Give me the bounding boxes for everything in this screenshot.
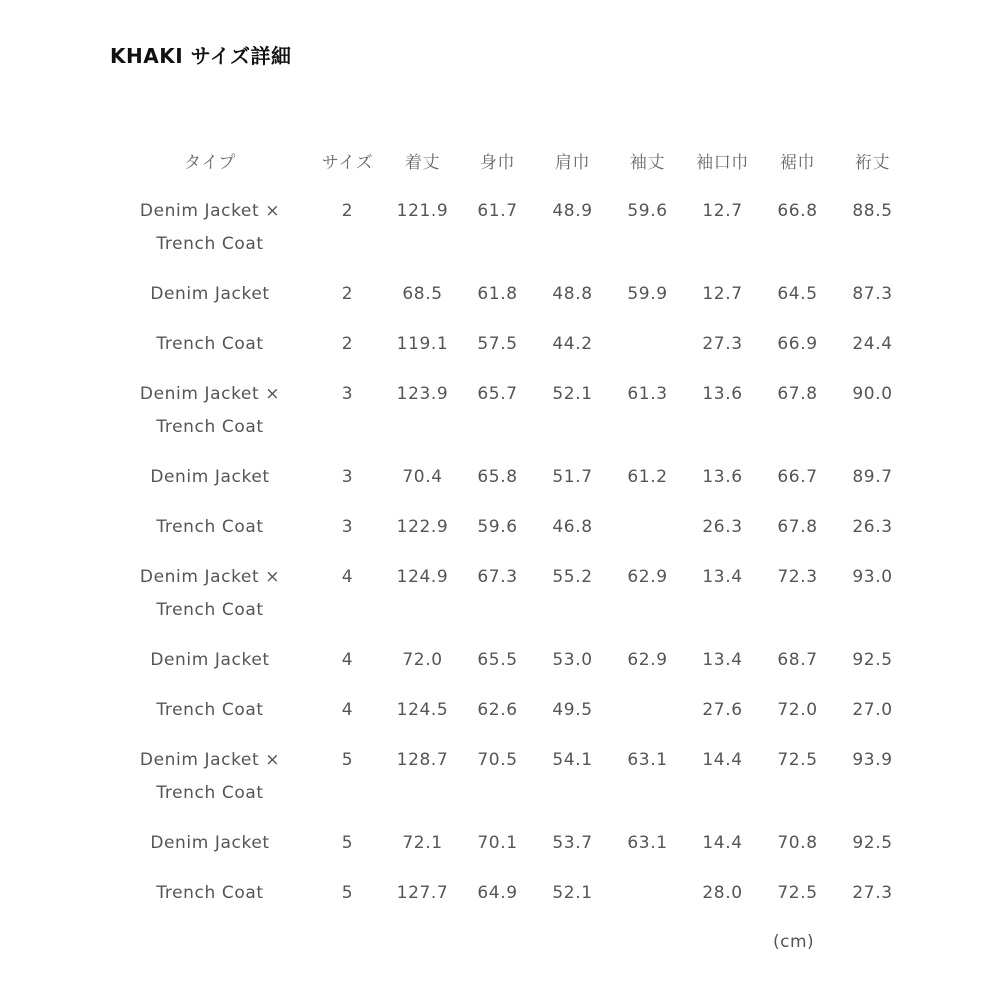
header-mihaba: 身巾 [479,152,516,173]
mihaba-cell: 61.8 [477,284,518,304]
katahaba-cell: 49.5 [552,700,593,720]
type-cell [110,867,310,917]
sodetake-cell: 61.3 [627,384,668,404]
size-cell: 5 [341,883,354,903]
sodetake-cell: 61.2 [627,467,668,487]
type-cell [110,501,310,551]
size-table [110,135,910,917]
table-header-row [110,135,910,185]
katahaba-cell: 48.8 [552,284,593,304]
type-line: Denim Jacket × [139,384,281,404]
mihaba-cell: 64.9 [477,883,518,903]
susohaba-cell: 67.8 [777,517,818,537]
table-row [110,551,910,634]
size-cell: 3 [341,384,354,404]
size-cell: 2 [341,201,354,221]
type-line: Denim Jacket [150,284,270,304]
susohaba-cell: 72.3 [777,567,818,587]
sodeguchi-cell: 13.4 [702,567,743,587]
mihaba-cell: 59.6 [477,517,518,537]
katahaba-cell: 53.0 [552,650,593,670]
kitake-cell: 124.9 [396,567,449,587]
type-line: Trench Coat [156,883,264,903]
susohaba-cell: 68.7 [777,650,818,670]
sodetake-cell [610,867,685,917]
katahaba-cell: 55.2 [552,567,593,587]
table-row [110,318,910,368]
sodetake-cell: 63.1 [627,833,668,853]
yukitake-cell: 24.4 [852,334,893,354]
header-type: タイプ [184,152,236,173]
size-cell: 4 [341,567,354,587]
yukitake-cell: 92.5 [852,650,893,670]
table-row [110,734,910,817]
header-kitake: 着丈 [404,152,441,173]
susohaba-cell: 64.5 [777,284,818,304]
size-cell: 4 [341,650,354,670]
kitake-cell: 68.5 [402,284,443,304]
sodetake-cell [610,501,685,551]
katahaba-cell: 52.1 [552,384,593,404]
type-cell [110,368,310,451]
header-sodetake: 袖丈 [629,152,666,173]
katahaba-cell: 51.7 [552,467,593,487]
table-row [110,501,910,551]
type-cell [110,318,310,368]
susohaba-cell: 66.9 [777,334,818,354]
kitake-cell: 121.9 [396,201,449,221]
mihaba-cell: 65.7 [477,384,518,404]
susohaba-cell: 72.5 [777,883,818,903]
size-cell: 5 [341,750,354,770]
table-row [110,684,910,734]
type-cell [110,634,310,684]
katahaba-cell: 44.2 [552,334,593,354]
type-line: Denim Jacket [150,467,270,487]
susohaba-cell: 66.8 [777,201,818,221]
page-title: KHAKI サイズ詳細 [110,44,292,68]
katahaba-cell: 46.8 [552,517,593,537]
sodetake-cell [610,318,685,368]
susohaba-cell: 66.7 [777,467,818,487]
header-susohaba: 裾巾 [779,152,816,173]
type-line: Trench Coat [156,234,264,254]
kitake-cell: 124.5 [396,700,449,720]
sodetake-cell: 62.9 [627,567,668,587]
unit-note: (cm) [773,932,815,952]
size-cell: 2 [341,334,354,354]
size-cell: 5 [341,833,354,853]
type-cell [110,817,310,867]
header-size: サイズ [321,152,374,173]
sodeguchi-cell: 13.6 [702,467,743,487]
yukitake-cell: 87.3 [852,284,893,304]
yukitake-cell: 89.7 [852,467,893,487]
header-sodeguchi: 袖口巾 [696,152,749,173]
sodetake-cell: 63.1 [627,750,668,770]
mihaba-cell: 65.5 [477,650,518,670]
yukitake-cell: 93.0 [852,567,893,587]
sodetake-cell: 59.6 [627,201,668,221]
kitake-cell: 72.0 [402,650,443,670]
header-yukitake: 裄丈 [854,152,891,173]
type-line: Denim Jacket × [139,201,281,221]
type-cell [110,268,310,318]
sodeguchi-cell: 27.3 [702,334,743,354]
katahaba-cell: 54.1 [552,750,593,770]
type-line: Trench Coat [156,783,264,803]
yukitake-cell: 26.3 [852,517,893,537]
size-cell: 4 [341,700,354,720]
kitake-cell: 119.1 [396,334,449,354]
yukitake-cell: 93.9 [852,750,893,770]
kitake-cell: 72.1 [402,833,443,853]
katahaba-cell: 52.1 [552,883,593,903]
type-line: Trench Coat [156,334,264,354]
type-line: Denim Jacket [150,833,270,853]
header-katahaba: 肩巾 [554,152,591,173]
size-cell: 2 [341,284,354,304]
type-line: Denim Jacket [150,650,270,670]
sodeguchi-cell: 28.0 [702,883,743,903]
type-line: Trench Coat [156,517,264,537]
susohaba-cell: 72.0 [777,700,818,720]
table-row [110,634,910,684]
sodetake-cell: 59.9 [627,284,668,304]
size-cell: 3 [341,467,354,487]
kitake-cell: 128.7 [396,750,449,770]
size-cell: 3 [341,517,354,537]
sodeguchi-cell: 12.7 [702,284,743,304]
type-cell [110,451,310,501]
table-row [110,451,910,501]
table-row [110,867,910,917]
type-cell [110,734,310,817]
katahaba-cell: 53.7 [552,833,593,853]
mihaba-cell: 61.7 [477,201,518,221]
sodeguchi-cell: 13.4 [702,650,743,670]
table-row [110,185,910,268]
type-line: Trench Coat [156,600,264,620]
type-cell [110,185,310,268]
kitake-cell: 122.9 [396,517,449,537]
mihaba-cell: 62.6 [477,700,518,720]
susohaba-cell: 70.8 [777,833,818,853]
sodetake-cell [610,684,685,734]
type-cell [110,551,310,634]
susohaba-cell: 67.8 [777,384,818,404]
mihaba-cell: 65.8 [477,467,518,487]
table-row [110,368,910,451]
mihaba-cell: 57.5 [477,334,518,354]
mihaba-cell: 70.5 [477,750,518,770]
sodeguchi-cell: 12.7 [702,201,743,221]
sodeguchi-cell: 13.6 [702,384,743,404]
sodeguchi-cell: 14.4 [702,833,743,853]
sodeguchi-cell: 26.3 [702,517,743,537]
type-line: Trench Coat [156,417,264,437]
type-line: Denim Jacket × [139,750,281,770]
yukitake-cell: 27.0 [852,700,893,720]
type-line: Denim Jacket × [139,567,281,587]
mihaba-cell: 67.3 [477,567,518,587]
yukitake-cell: 90.0 [852,384,893,404]
sodetake-cell: 62.9 [627,650,668,670]
katahaba-cell: 48.9 [552,201,593,221]
table-row [110,268,910,318]
type-cell [110,684,310,734]
yukitake-cell: 88.5 [852,201,893,221]
kitake-cell: 127.7 [396,883,449,903]
table-row [110,817,910,867]
yukitake-cell: 92.5 [852,833,893,853]
sodeguchi-cell: 14.4 [702,750,743,770]
susohaba-cell: 72.5 [777,750,818,770]
type-line: Trench Coat [156,700,264,720]
kitake-cell: 123.9 [396,384,449,404]
kitake-cell: 70.4 [402,467,443,487]
yukitake-cell: 27.3 [852,883,893,903]
mihaba-cell: 70.1 [477,833,518,853]
sodeguchi-cell: 27.6 [702,700,743,720]
